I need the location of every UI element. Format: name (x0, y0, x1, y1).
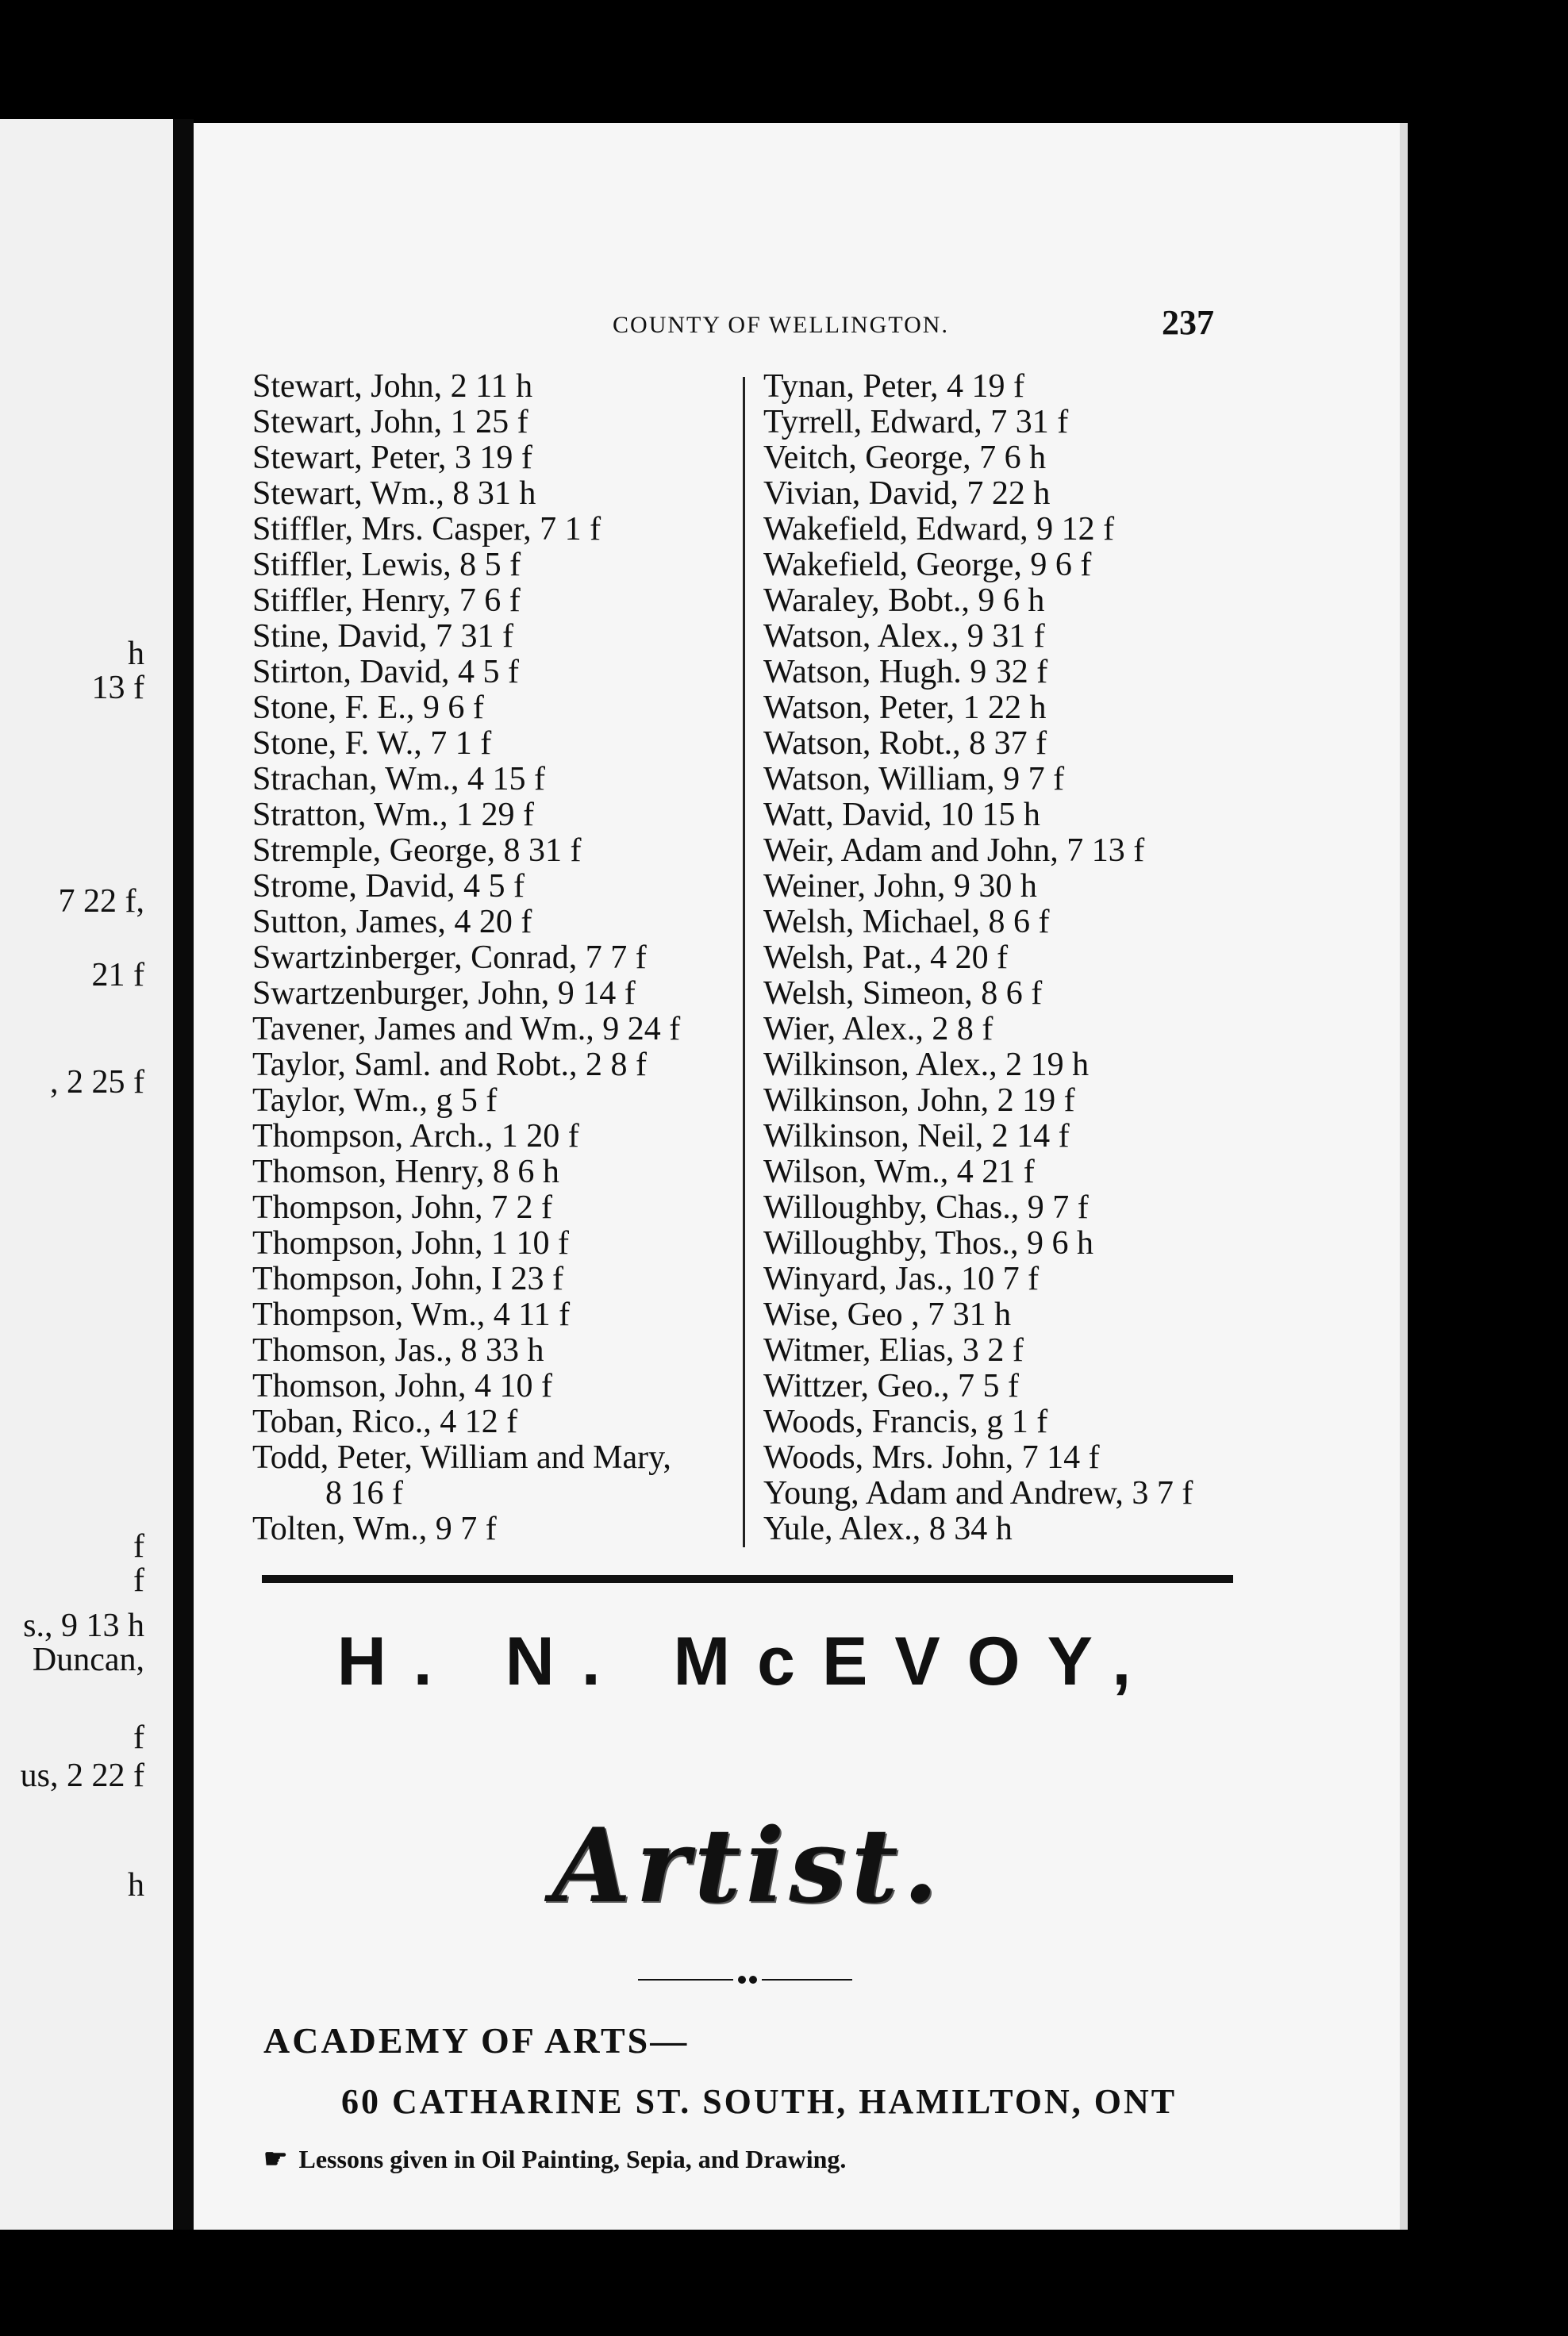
directory-entry: Stirton, David, 4 5 f (252, 654, 519, 690)
directory-entry: Welsh, Simeon, 8 6 f (763, 975, 1043, 1012)
column-divider (743, 377, 745, 1547)
directory-entry: Watson, Peter, 1 22 h (763, 690, 1047, 726)
directory-entry: Wittzer, Geo., 7 5 f (763, 1368, 1020, 1404)
previous-page-line: h (128, 1867, 144, 1904)
page-edge (1400, 123, 1408, 2230)
directory-entry: Toban, Rico., 4 12 f (252, 1404, 518, 1440)
directory-entry: Todd, Peter, William and Mary, (252, 1439, 671, 1476)
academy-heading: ACADEMY OF ARTS— (263, 2020, 690, 2061)
directory-entry: Wier, Alex., 2 8 f (763, 1011, 993, 1047)
previous-page-fragment (0, 119, 173, 2230)
directory-entry: Stone, F. W., 7 1 f (252, 725, 492, 762)
directory-entry: Willoughby, Chas., 9 7 f (763, 1189, 1089, 1226)
directory-entry: Watson, William, 9 7 f (763, 761, 1065, 797)
lessons-line (263, 2143, 846, 2175)
directory-entry: Swartzinberger, Conrad, 7 7 f (252, 939, 647, 976)
directory-entry: Stone, F. E., 9 6 f (252, 690, 484, 726)
directory-entry: Wilkinson, Alex., 2 19 h (763, 1047, 1090, 1083)
directory-entry: Stratton, Wm., 1 29 f (252, 797, 535, 833)
directory-entry: Swartzenburger, John, 9 14 f (252, 975, 636, 1012)
directory-entry: Thompson, Wm., 4 11 f (252, 1297, 571, 1333)
directory-entry: Taylor, Wm., g 5 f (252, 1082, 498, 1119)
directory-entry: Thomson, John, 4 10 f (252, 1368, 552, 1404)
page-number: 237 (1162, 303, 1214, 342)
book-gutter (173, 119, 194, 2230)
directory-entry: Wakefield, George, 9 6 f (763, 547, 1092, 583)
lessons-text: Lessons given in Oil Painting, Sepia, and Drawing. (298, 2145, 847, 2173)
pointing-hand-icon: ☛ (263, 2145, 288, 2174)
directory-entry: Taylor, Saml. and Robt., 2 8 f (252, 1047, 647, 1083)
previous-page-line: f (133, 1528, 144, 1565)
directory-entry: Watson, Robt., 8 37 f (763, 725, 1047, 762)
advertiser-title: Artist. (551, 1807, 943, 1926)
directory-entry: Thomson, Jas., 8 33 h (252, 1332, 544, 1369)
directory-left-column (252, 369, 760, 1547)
directory-entry: Veitch, George, 7 6 h (763, 440, 1047, 476)
directory-right-column (763, 369, 1271, 1547)
directory-entry: Stewart, Wm., 8 31 h (252, 475, 536, 512)
directory-entry: Stremple, George, 8 31 f (252, 832, 582, 869)
running-header-title: COUNTY OF WELLINGTON. (613, 312, 949, 338)
previous-page-line: 7 22 f, (58, 883, 144, 920)
directory-entry: Welsh, Michael, 8 6 f (763, 904, 1050, 940)
directory-entry: Tyrrell, Edward, 7 31 f (763, 404, 1069, 440)
directory-entry: Woods, Francis, g 1 f (763, 1404, 1048, 1440)
directory-entry: Wilkinson, John, 2 19 f (763, 1082, 1075, 1119)
directory-entry: Stewart, John, 1 25 f (252, 404, 528, 440)
advertisement-rule (262, 1575, 1233, 1583)
directory-entry: Winyard, Jas., 10 7 f (763, 1261, 1040, 1297)
directory-entry: Witmer, Elias, 3 2 f (763, 1332, 1024, 1369)
previous-page-line: s., 9 13 h (23, 1608, 144, 1644)
directory-entry: Tolten, Wm., 9 7 f (252, 1511, 497, 1547)
directory-entry: Stine, David, 7 31 f (252, 618, 513, 655)
directory-entry: Stewart, John, 2 11 h (252, 368, 533, 405)
directory-entry: Sutton, James, 4 20 f (252, 904, 532, 940)
previous-page-line: h (128, 636, 144, 672)
directory-entry: Thompson, John, I 23 f (252, 1261, 563, 1297)
directory-entry: Strachan, Wm., 4 15 f (252, 761, 545, 797)
directory-entry: Wise, Geo , 7 31 h (763, 1297, 1012, 1333)
directory-entry: Strome, David, 4 5 f (252, 868, 525, 905)
directory-entry: Stiffler, Henry, 7 6 f (252, 582, 521, 619)
directory-entry: Thompson, John, 1 10 f (252, 1225, 569, 1262)
directory-entry: Wilkinson, Neil, 2 14 f (763, 1118, 1070, 1155)
advertiser-name: H. N. McEVOY, (336, 1623, 1159, 1700)
flourish-divider (638, 1973, 852, 1986)
previous-page-line: 21 f (91, 957, 144, 993)
directory-entry: Weiner, John, 9 30 h (763, 868, 1037, 905)
directory-entry: 8 16 f (325, 1475, 403, 1512)
directory-entry: Tynan, Peter, 4 19 f (763, 368, 1024, 405)
directory-entry: Watson, Hugh. 9 32 f (763, 654, 1048, 690)
previous-page-line: f (133, 1562, 144, 1599)
directory-entry: Yule, Alex., 8 34 h (763, 1511, 1013, 1547)
advertiser-address: 60 CATHARINE ST. SOUTH, HAMILTON, ONT (341, 2082, 1178, 2121)
previous-page-line: 13 f (91, 670, 144, 706)
directory-entry: Wakefield, Edward, 9 12 f (763, 511, 1115, 548)
directory-entry: Stewart, Peter, 3 19 f (252, 440, 532, 476)
directory-entry: Stiffler, Lewis, 8 5 f (252, 547, 521, 583)
directory-entry: Woods, Mrs. John, 7 14 f (763, 1439, 1100, 1476)
previous-page-line: Duncan, (32, 1642, 144, 1678)
directory-entry: Stiffler, Mrs. Casper, 7 1 f (252, 511, 601, 548)
directory-entry: Thompson, Arch., 1 20 f (252, 1118, 579, 1155)
previous-page-line: , 2 25 f (50, 1064, 144, 1101)
directory-entry: Thomson, Henry, 8 6 h (252, 1154, 559, 1190)
directory-entry: Watt, David, 10 15 h (763, 797, 1040, 833)
directory-entry: Watson, Alex., 9 31 f (763, 618, 1045, 655)
directory-page (194, 123, 1400, 2230)
directory-entry: Young, Adam and Andrew, 3 7 f (763, 1475, 1193, 1512)
previous-page-line: f (133, 1719, 144, 1756)
directory-entry: Weir, Adam and John, 7 13 f (763, 832, 1145, 869)
directory-entry: Welsh, Pat., 4 20 f (763, 939, 1009, 976)
directory-entry: Tavener, James and Wm., 9 24 f (252, 1011, 681, 1047)
directory-entry: Thompson, John, 7 2 f (252, 1189, 552, 1226)
directory-entry: Wilson, Wm., 4 21 f (763, 1154, 1035, 1190)
directory-entry: Willoughby, Thos., 9 6 h (763, 1225, 1093, 1262)
directory-entry: Vivian, David, 7 22 h (763, 475, 1051, 512)
previous-page-line: us, 2 22 f (20, 1758, 144, 1794)
directory-entry: Waraley, Bobt., 9 6 h (763, 582, 1045, 619)
